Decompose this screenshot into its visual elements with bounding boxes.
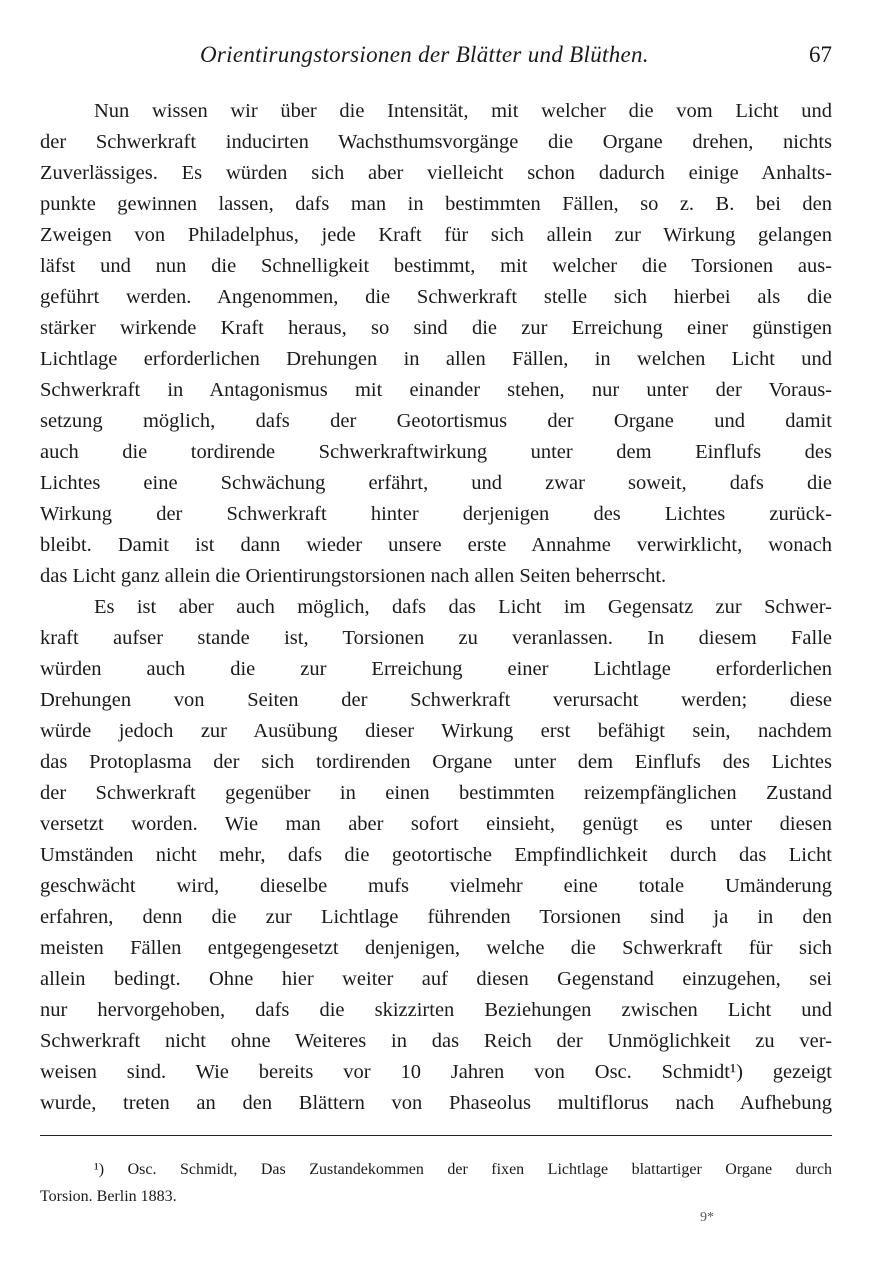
running-title: Orientirungstorsionen der Blätter und Blüthen.: [200, 42, 649, 67]
text-line: stärker wirkende Kraft heraus, so sind die zur Erreichung einer günstigen: [40, 317, 832, 339]
text-line: nur hervorgehoben, dafs die skizzirten Beziehungen zwischen Licht und: [40, 999, 832, 1021]
text-line: der Schwerkraft inducirten Wachsthumsvorgänge die Organe drehen, nichts: [40, 131, 832, 153]
text-line: Zuverlässiges. Es würden sich aber vielleicht schon dadurch einige Anhalts-: [40, 162, 832, 184]
text-line: Es ist aber auch möglich, dafs das Licht im Gegensatz zur Schwer-: [94, 596, 832, 618]
page-number: 67: [809, 42, 832, 67]
text-line: Schwerkraft in Antagonismus mit einander stehen, nur unter der Voraus-: [40, 379, 832, 401]
text-line: Drehungen von Seiten der Schwerkraft verursacht werden; diese: [40, 689, 832, 711]
text-line: Lichtlage erforderlichen Drehungen in allen Fällen, in welchen Licht und: [40, 348, 832, 370]
text-line: das Protoplasma der sich tordirenden Organe unter dem Einflufs des Lichtes: [40, 751, 832, 773]
text-line: das Licht ganz allein die Orientirungstorsionen nach allen Seiten beherrscht.: [40, 565, 667, 587]
text-line: läfst und nun die Schnelligkeit bestimmt, mit welcher die Torsionen aus-: [40, 255, 832, 277]
footnote-line: Torsion. Berlin 1883.: [40, 1188, 177, 1205]
text-line: versetzt worden. Wie man aber sofort einsieht, genügt es unter diesen: [40, 813, 832, 835]
text-line: Schwerkraft nicht ohne Weiteres in das Reich der Unmöglichkeit zu ver-: [40, 1030, 832, 1052]
text-line: allein bedingt. Ohne hier weiter auf diesen Gegenstand einzugehen, sei: [40, 968, 832, 990]
text-line: kraft aufser stande ist, Torsionen zu veranlassen. In diesem Falle: [40, 627, 832, 649]
text-line: der Schwerkraft gegenüber in einen bestimmten reizempfänglichen Zustand: [40, 782, 832, 804]
text-line: erfahren, denn die zur Lichtlage führenden Torsionen sind ja in den: [40, 906, 832, 928]
body-text: [40, 96, 832, 1119]
signature-mark: 9*: [700, 1210, 714, 1225]
footnote-line: ¹) Osc. Schmidt, Das Zustandekommen der fixen Lichtlage blattartiger Organe durch: [94, 1161, 832, 1178]
text-line: weisen sind. Wie bereits vor 10 Jahren von Osc. Schmidt¹) gezeigt: [40, 1061, 832, 1083]
page-header: [40, 42, 832, 72]
text-line: Wirkung der Schwerkraft hinter derjenigen des Lichtes zurück-: [40, 503, 832, 525]
text-line: geschwächt wird, dieselbe mufs vielmehr eine totale Umänderung: [40, 875, 832, 897]
text-line: setzung möglich, dafs der Geotortismus der Organe und damit: [40, 410, 832, 432]
text-line: geführt werden. Angenommen, die Schwerkraft stelle sich hierbei als die: [40, 286, 832, 308]
text-line: Nun wissen wir über die Intensität, mit welcher die vom Licht und: [94, 100, 832, 122]
text-line: würden auch die zur Erreichung einer Lichtlage erforderlichen: [40, 658, 832, 680]
text-line: punkte gewinnen lassen, dafs man in bestimmten Fällen, so z. B. bei den: [40, 193, 832, 215]
footnote-divider: [40, 1135, 832, 1136]
footnotes: [40, 1156, 832, 1210]
text-line: Lichtes eine Schwächung erfährt, und zwar soweit, dafs die: [40, 472, 832, 494]
text-line: würde jedoch zur Ausübung dieser Wirkung erst befähigt sein, nachdem: [40, 720, 832, 742]
text-line: meisten Fällen entgegengesetzt denjenigen, welche die Schwerkraft für sich: [40, 937, 832, 959]
text-line: bleibt. Damit ist dann wieder unsere erste Annahme verwirklicht, wonach: [40, 534, 832, 556]
text-line: wurde, treten an den Blättern von Phaseolus multiflorus nach Aufhebung: [40, 1092, 832, 1114]
text-line: Umständen nicht mehr, dafs die geotortische Empfindlichkeit durch das Licht: [40, 844, 832, 866]
text-line: Zweigen von Philadelphus, jede Kraft für sich allein zur Wirkung gelangen: [40, 224, 832, 246]
text-line: auch die tordirende Schwerkraftwirkung unter dem Einflufs des: [40, 441, 832, 463]
